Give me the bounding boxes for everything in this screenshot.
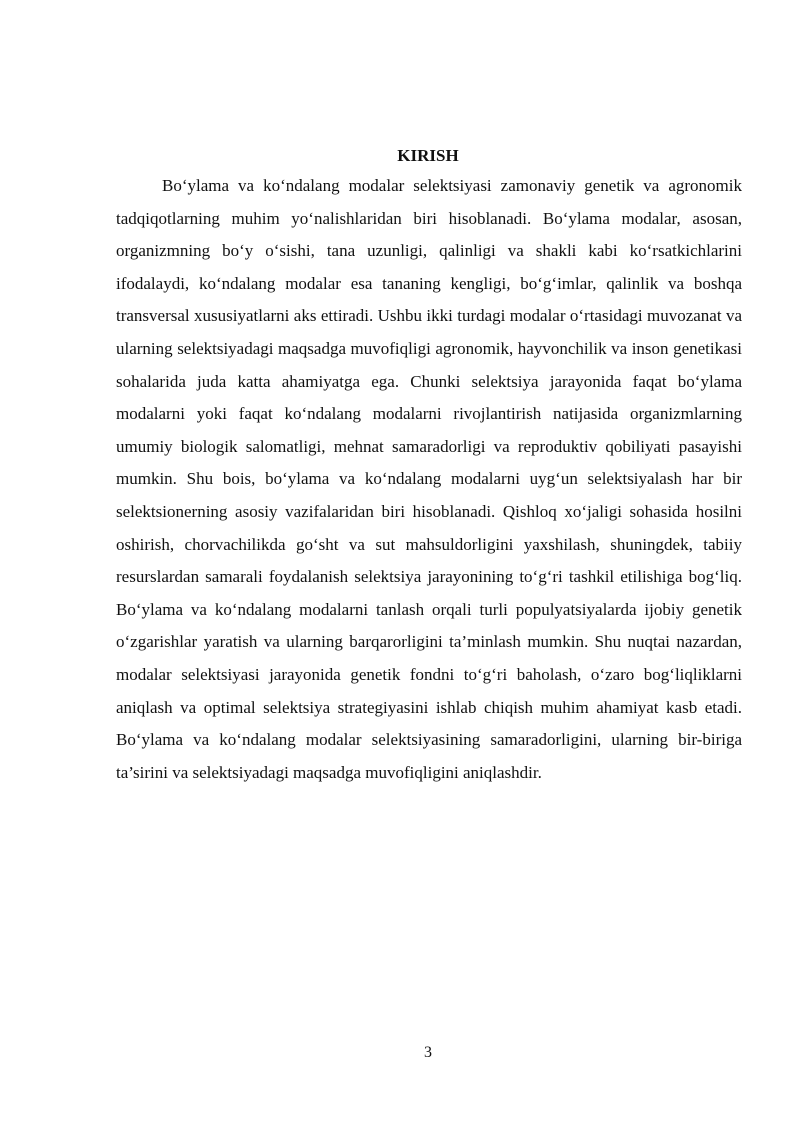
section-heading: KIRISH [397,146,459,165]
body-paragraph: Bo‘ylama va ko‘ndalang modalar selektsiyasi zamonaviy genetik va agronomik tadqiqotlarning muhim yo‘nalishlaridan biri hisoblanadi. Bo‘ylama modalar, asosan, organizmning bo‘y o‘sishi, tana uzunligi, qalinligi va shakli kabi ko‘rsatkichlarini ifodalaydi, ko‘ndalang modalar esa tananing kengligi, bo‘g‘imlar, qalinlik va boshqa transversal xususiyatlarni aks ettiradi. Ushbu ikki turdagi modalar o‘rtasidagi muvozanat va ularning selektsiyadagi maqsadga muvofiqligi agronomik, hayvonchilik va inson genetikasi sohalarida juda katta ahamiyatga ega. Chunki selektsiya jarayonida faqat bo‘ylama modalarni yoki faqat ko‘ndalang modalarni rivojlantirish natijasida organizmlarning umumiy biologik salomatligi, mehnat samaradorligi va reproduktiv qobiliyati pasayishi mumkin. Shu bois, bo‘ylama va ko‘ndalang modalarni uyg‘un selektsiyalash har bir selektsionerning asosiy vazifalaridan biri hisoblanadi. Qishloq xo‘jaligi sohasida hosilni oshirish, chorvachilikda go‘sht va sut mahsuldorligini yaxshilash, shuningdek, tabiiy resurslardan samarali foydalanish selektsiya jarayonining to‘g‘ri tashkil etilishiga bog‘liq. Bo‘ylama va ko‘ndalang modalarni tanlash orqali turli populyatsiyalarda ijobiy genetik o‘zgarishlar yaratish va ularning barqarorligini ta’minlash mumkin. Shu nuqtai nazardan, modalar selektsiyasi jarayonida genetik fondni to‘g‘ri baholash, o‘zaro bog‘liqliklarni aniqlash va optimal selektsiya strategiyasini ishlab chiqish muhim ahamiyat kasb etadi. Bo‘ylama va ko‘ndalang modalar selektsiyasining samaradorligini, ularning bir-biriga ta’sirini va selektsiyadagi maqsadga muvofiqligini aniqlashdir. [116,176,742,782]
page-number: 3 [424,1044,432,1061]
